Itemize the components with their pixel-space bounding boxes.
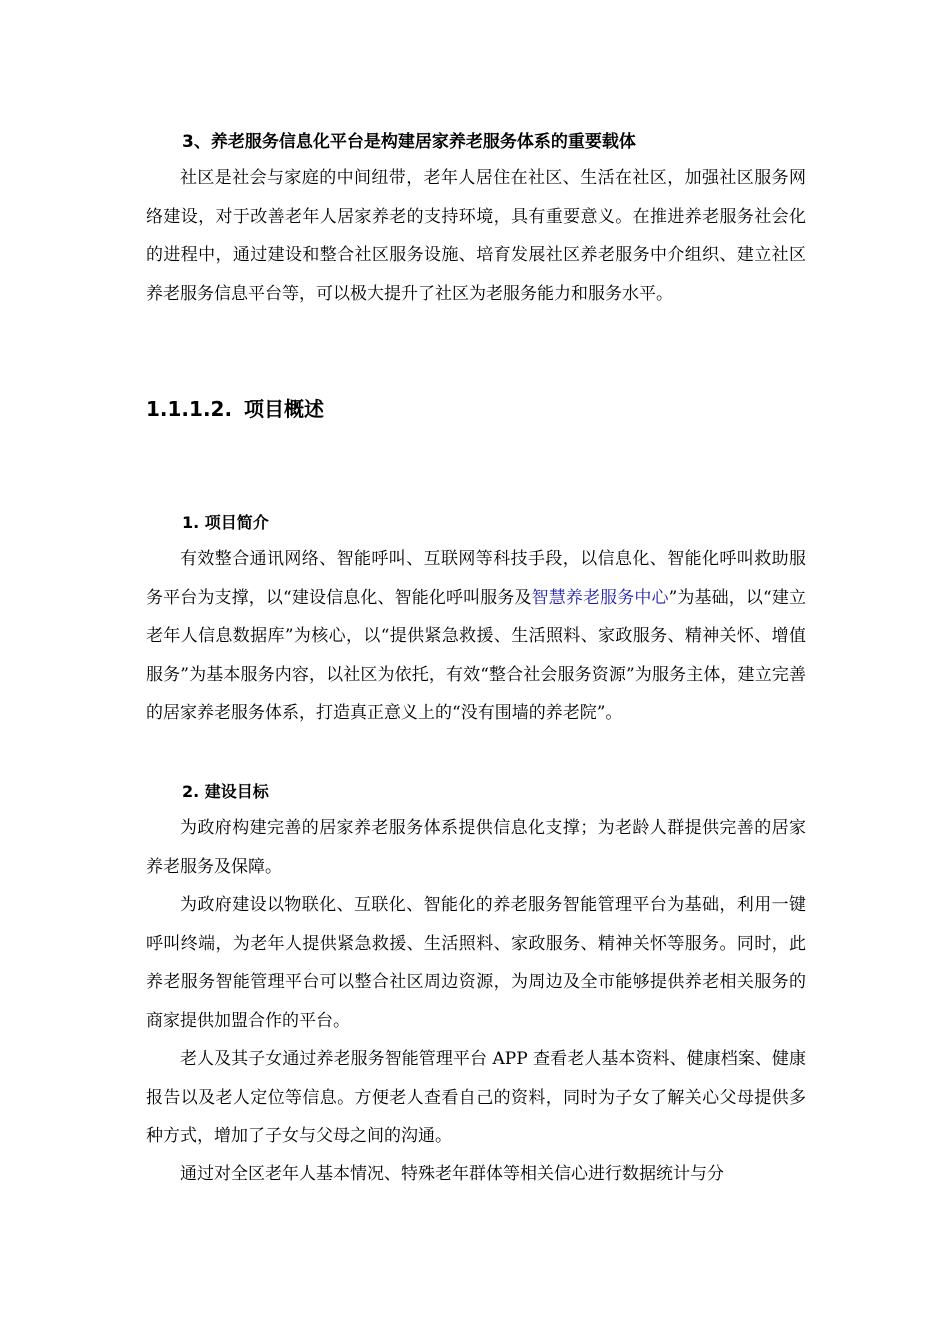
section-heading-3: 3、养老服务信息化平台是构建居家养老服务体系的重要载体 <box>182 132 636 152</box>
intro-text-before-link: 有效整合通讯网络、智能呼叫、互联网等科技手段，以信息化、智能化呼叫救助服务平台为支撑，以“建设信息化、智能化呼叫服务及 <box>146 549 806 608</box>
goals-heading: 2. 建设目标 <box>182 782 269 801</box>
goals-paragraph-1: 为政府构建完善的居家养老服务体系提供信息化支撑；为老龄人群提供完善的居家养老服务及保障。 <box>146 818 806 877</box>
section3-paragraph: 社区是社会与家庭的中间纽带，老年人居住在社区、生活在社区，加强社区服务网络建设，对于改善老年人居家养老的支持环境，具有重要意义。在推进养老服务社会化的进程中，通过建设和整合社区服务设施、培育发展社区养老服务中介组织、建立社区养老服务信息平台等，可以极大提升了社区为老服务能力和服务水平。 <box>146 168 806 304</box>
intro-text-after-link: ”为基础，以“建立老年人信息数据库”为核心，以“提供紧急救援、生活照料、家政服务、精神关怀、增值服务”为基本服务内容，以社区为依托，有效“整合社会服务资源”为服务主体，建立完善的居家养老服务体系，打造真正意义上的“没有围墙的养老院”。 <box>146 587 806 723</box>
overview-heading-title: 项目概述 <box>244 397 324 421</box>
overview-heading <box>146 393 324 422</box>
intro-paragraph <box>146 540 806 733</box>
goals-paragraph-2: 为政府建设以物联化、互联化、智能化的养老服务智能管理平台为基础，利用一键呼叫终端，为老年人提供紧急救援、生活照料、家政服务、精神关怀等服务。同时，此养老服务智能管理平台可以整合社区周边资源，为周边及全市能够提供养老相关服务的商家提供加盟合作的平台。 <box>146 895 806 1031</box>
goals-paragraph-3: 老人及其子女通过养老服务智能管理平台 APP 查看老人基本资料、健康档案、健康报告以及老人定位等信息。方便老人查看自己的资料，同时为子女了解关心父母提供多种方式，增加了子女与父母之间的沟通。 <box>146 1049 806 1146</box>
overview-heading-number: 1.1.1.2. <box>146 397 233 421</box>
goals-paragraph-4: 通过对全区老年人基本情况、特殊老年群体等相关信心进行数据统计与分 <box>180 1164 724 1184</box>
smart-elderly-care-center-link[interactable]: 智慧养老服务中心 <box>531 587 669 608</box>
intro-heading: 1. 项目简介 <box>182 513 269 532</box>
